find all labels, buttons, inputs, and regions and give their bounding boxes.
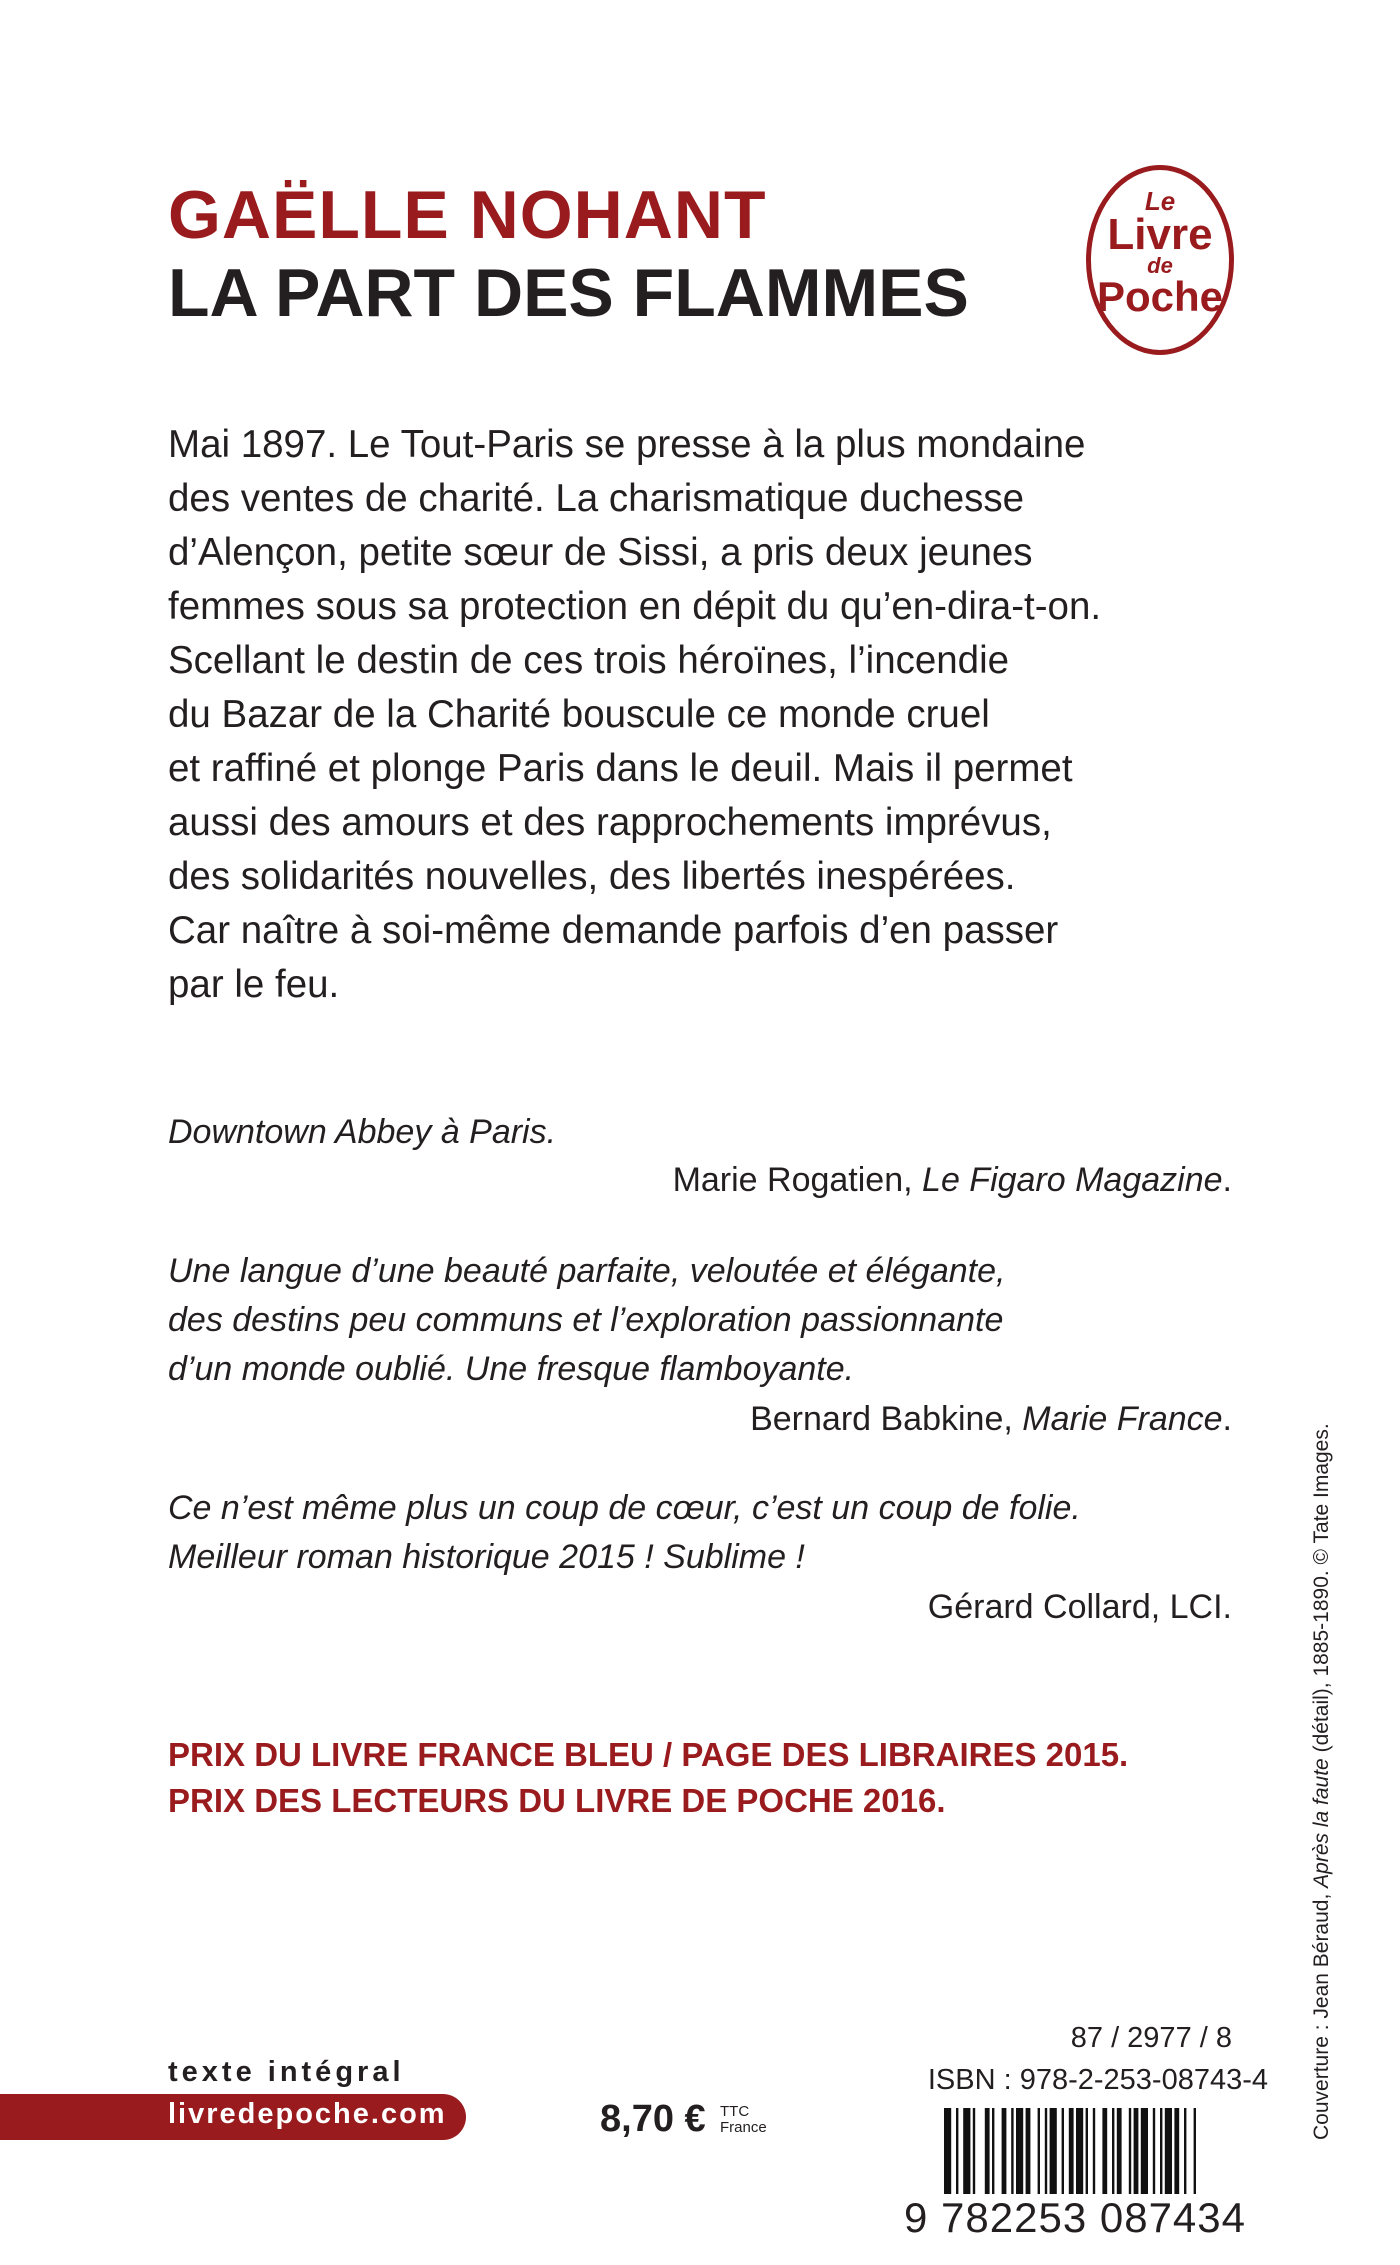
logo-line-1: Le [1144,186,1176,216]
blurb-line: et raffiné et plonge Paris dans le deuil. Mais il permet [168,747,1073,790]
quote-attribution [673,1156,1232,1205]
blurb-line: des solidarités nouvelles, des libertés inespérées. [168,855,1016,898]
catalog-code: 87 / 2977 / 8 [1070,2022,1232,2054]
quote-author: Bernard Babkine, [750,1400,1023,1438]
price: 8,70 € [600,2098,706,2140]
quote-attribution [750,1395,1232,1444]
author-name: GAËLLE NOHANT [168,177,767,253]
quote-text: Ce n’est même plus un coup de cœur, c’est un coup de folie. [168,1489,1081,1527]
book-blurb [168,418,1248,1012]
blurb-line: des ventes de charité. La charismatique duchesse [168,477,1025,520]
price-tax-note [720,2104,767,2136]
quote-end: . [1222,1400,1232,1438]
credit-suffix: (détail), 1885-1890. © Tate Images. [1310,1423,1333,1759]
quote-attribution: Gérard Collard, LCI. [927,1588,1232,1626]
blurb-line: par le feu. [168,963,340,1006]
quote-text: Meilleur roman historique 2015 ! Sublime ! [168,1538,805,1576]
blurb-line: Mai 1897. Le Tout-Paris se presse à la plus mondaine [168,423,1086,466]
publisher-logo [1086,165,1234,355]
country-label: France [720,2119,767,2136]
quote-text: d’un monde oublié. Une fresque flamboyante. [168,1350,855,1388]
blurb-line: femmes sous sa protection en dépit du qu’en-dira-t-on. [168,585,1102,628]
blurb-line: Scellant le destin de ces trois héroïnes, l’incendie [168,639,1010,682]
cover-credit [1310,1423,1334,2140]
blurb-line: d’Alençon, petite sœur de Sissi, a pris deux jeunes [168,531,1033,574]
prize-line: PRIX DU LIVRE FRANCE BLEU / PAGE DES LIBRAIRES 2015. [168,1736,1129,1773]
logo-line-4: Poche [1096,273,1224,320]
quote-end: . [1222,1161,1232,1199]
credit-prefix: Couverture : Jean Béraud, [1310,1887,1333,2140]
barcode-digits: 9 782253 087434 [898,2194,1252,2242]
logo-line-3: de [1147,253,1173,278]
isbn: ISBN : 978-2-253-08743-4 [927,2064,1268,2096]
website-link[interactable]: livredepoche.com [168,2098,447,2130]
ttc-label: TTC [720,2103,750,2120]
blurb-line: aussi des amours et des rapprochements imprévus, [168,801,1052,844]
blurb-line: du Bazar de la Charité bouscule ce monde cruel [168,693,990,736]
logo-line-2: Livre [1107,210,1213,259]
quote-text: Une langue d’une beauté parfaite, veloutée et élégante, [168,1252,1006,1290]
credit-work: Après la faute [1310,1758,1333,1888]
prize-line: PRIX DES LECTEURS DU LIVRE DE POCHE 2016. [168,1782,946,1819]
quote-text: des destins peu communs et l’exploration passionnante [168,1301,1004,1339]
quote-source: Marie France [1022,1400,1223,1438]
texte-integral-label: texte intégral [168,2056,405,2088]
blurb-line: Car naître à soi-même demande parfois d’en passer [168,909,1059,952]
book-title: LA PART DES FLAMMES [168,255,969,331]
quote-author: Marie Rogatien, [672,1161,923,1199]
quote-text: Downtown Abbey à Paris. [168,1113,557,1151]
quote-source: Le Figaro Magazine [922,1161,1223,1199]
